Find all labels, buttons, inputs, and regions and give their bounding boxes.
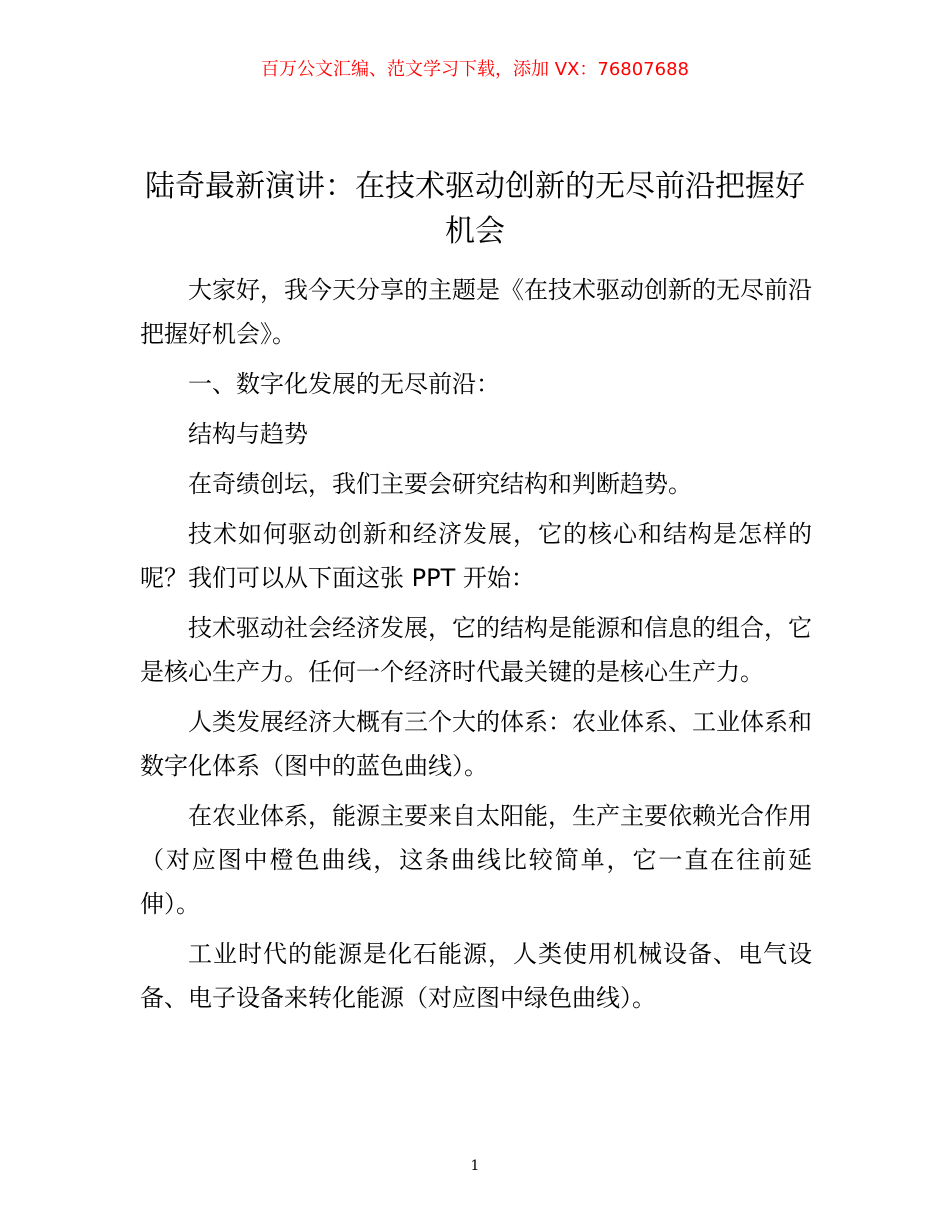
paragraph: 技术驱动社会经济发展，它的结构是能源和信息的组合，它是核心生产力。任何一个经济时代最关键的是核心生产力。	[140, 614, 812, 686]
document-body	[140, 268, 812, 1026]
page-number: 1	[470, 1158, 480, 1174]
paragraph-intro: 大家好，我今天分享的主题是《在技术驱动创新的无尽前沿把握好机会》。	[140, 276, 812, 348]
paragraph: 人类发展经济大概有三个大的体系：农业体系、工业体系和数字化体系（图中的蓝色曲线）。	[140, 708, 812, 780]
paragraph: 工业时代的能源是化石能源，人类使用机械设备、电气设备、电子设备来转化能源（对应图中绿色曲线）。	[140, 940, 812, 1012]
section-subheading: 结构与趋势	[188, 420, 308, 448]
header-watermark-note: 百万公文汇编、范文学习下载，添加 VX：76807688	[261, 59, 689, 80]
paragraph: 在农业体系，能源主要来自太阳能，生产主要依赖光合作用（对应图中橙色曲线，这条曲线比较简单，它一直在往前延伸）。	[140, 802, 812, 918]
paragraph: 在奇绩创坛，我们主要会研究结构和判断趋势。	[188, 470, 692, 498]
paragraph: 技术如何驱动创新和经济发展，它的核心和结构是怎样的呢？我们可以从下面这张 PPT 开始：	[140, 520, 812, 592]
document-title: 陆奇最新演讲：在技术驱动创新的无尽前沿把握好机会	[145, 169, 805, 249]
section-heading: 一、数字化发展的无尽前沿：	[188, 370, 500, 398]
